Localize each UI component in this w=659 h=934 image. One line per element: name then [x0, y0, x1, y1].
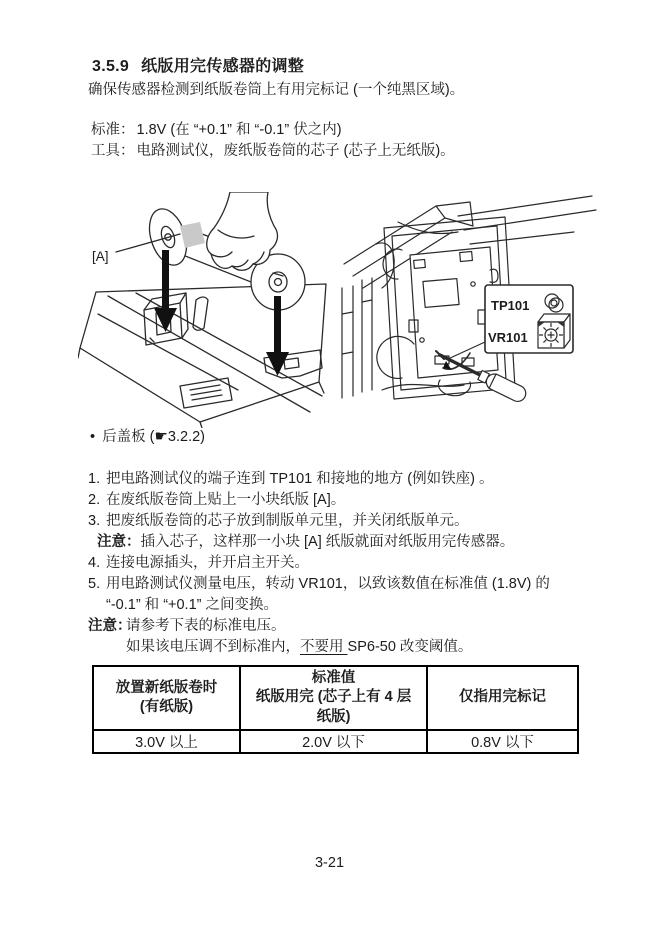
step-number: 4.	[88, 555, 101, 571]
table-header-standard	[240, 666, 427, 730]
step-text: 把废纸版卷筒的芯子放到制版单元里，并关闭纸版单元。	[106, 513, 469, 529]
table-value-row	[93, 730, 578, 753]
note-text: 插入芯子，这样那一小块 [A] 纸版就面对纸版用完传感器。	[140, 534, 515, 550]
header-line: 纸版用完 (芯子上有 4 层	[255, 689, 412, 706]
step-number: 1.	[88, 471, 101, 487]
section-ref: 3.2.2)	[167, 429, 205, 445]
header-line: (有纸版)	[139, 699, 194, 715]
vr101-label: VR101	[488, 330, 528, 345]
step-text: “-0.1” 和 “+0.1” 之间变换。	[106, 597, 279, 613]
spec-standard-value: 1.8V (在 “+0.1” 和 “-0.1” 伏之内)	[136, 122, 342, 138]
section-heading	[92, 53, 304, 76]
rear-cover-label: 后盖板	[102, 429, 146, 445]
table-value-new-roll: 3.0V 以上	[93, 730, 240, 753]
step-1	[88, 469, 593, 490]
table-value-end-mark: 0.8V 以下	[427, 730, 578, 753]
hand-icon	[207, 192, 278, 270]
step-number: 2.	[88, 492, 101, 508]
header-line: 纸版)	[316, 708, 351, 725]
note-text: 请参考下表的标准电压。	[126, 618, 286, 634]
tp101-label: TP101	[491, 298, 530, 313]
step-4	[88, 553, 593, 574]
figure-roll-insertion	[78, 192, 340, 428]
table-header-end-mark	[427, 666, 578, 730]
step-5	[88, 574, 593, 595]
page-number: 3-21	[314, 855, 345, 871]
step-3	[88, 511, 593, 532]
intro-text: 确保传感器检测到纸版卷筒上有用完标记 (一个纯黑区域)。	[88, 82, 465, 98]
step-text: 在废纸版卷筒上贴上一小块纸版 [A]。	[106, 492, 346, 508]
table-value-standard: 2.0V 以下	[240, 730, 427, 753]
spec-tools-label: 工具：	[91, 143, 135, 159]
section-number: 3.5.9	[92, 58, 130, 75]
step-3-note	[88, 532, 593, 553]
step-number: 3.	[88, 513, 101, 529]
step-number: 5.	[88, 576, 101, 592]
step-text: 用电路测试仪测量电压，转动 VR101，以致该数值在标准值 (1.8V) 的	[106, 576, 550, 592]
step-5-continuation	[88, 595, 593, 616]
table-header-new-roll	[93, 666, 240, 730]
procedure-steps	[88, 469, 593, 658]
header-line: 放置新纸版卷时	[115, 679, 218, 696]
spec-tools	[91, 141, 455, 162]
note-label: 注意：	[88, 618, 132, 634]
label-a: [A]	[92, 249, 109, 264]
trimmer-icon	[538, 314, 570, 348]
spec-standard-label: 标准：	[91, 122, 135, 138]
header-line: 标准值	[311, 669, 356, 686]
underlined-warning: 不要用	[300, 639, 348, 655]
header-line: 仅指用完标记	[459, 689, 546, 706]
rear-cover-bullet	[90, 426, 205, 448]
ref-open: (	[149, 429, 155, 445]
bottom-note-line-1	[88, 616, 593, 637]
step-text: 连接电源插头，并开启主开关。	[106, 555, 309, 571]
note-text: SP6-50 改变阈值。	[347, 639, 473, 655]
step-text: 把电路测试仪的端子连到 TP101 和接地的地方 (例如铁座) 。	[106, 471, 494, 487]
bullet-marker: •	[90, 429, 96, 445]
pointing-hand-icon: ☛	[154, 428, 168, 445]
spec-standard	[91, 120, 342, 141]
figure-pcb-adjustment	[340, 192, 630, 407]
callout-box	[485, 285, 573, 353]
step-2	[88, 490, 593, 511]
note-text: 如果该电压调不到标准内，	[126, 639, 300, 655]
note-label: 注意：	[97, 534, 141, 550]
table-header-row	[93, 666, 578, 730]
voltage-table	[92, 665, 579, 754]
section-title: 纸版用完传感器的调整	[141, 58, 305, 75]
bottom-note-line-2	[88, 637, 593, 658]
spec-tools-value: 电路测试仪，废纸版卷筒的芯子 (芯子上无纸版)。	[136, 143, 455, 159]
